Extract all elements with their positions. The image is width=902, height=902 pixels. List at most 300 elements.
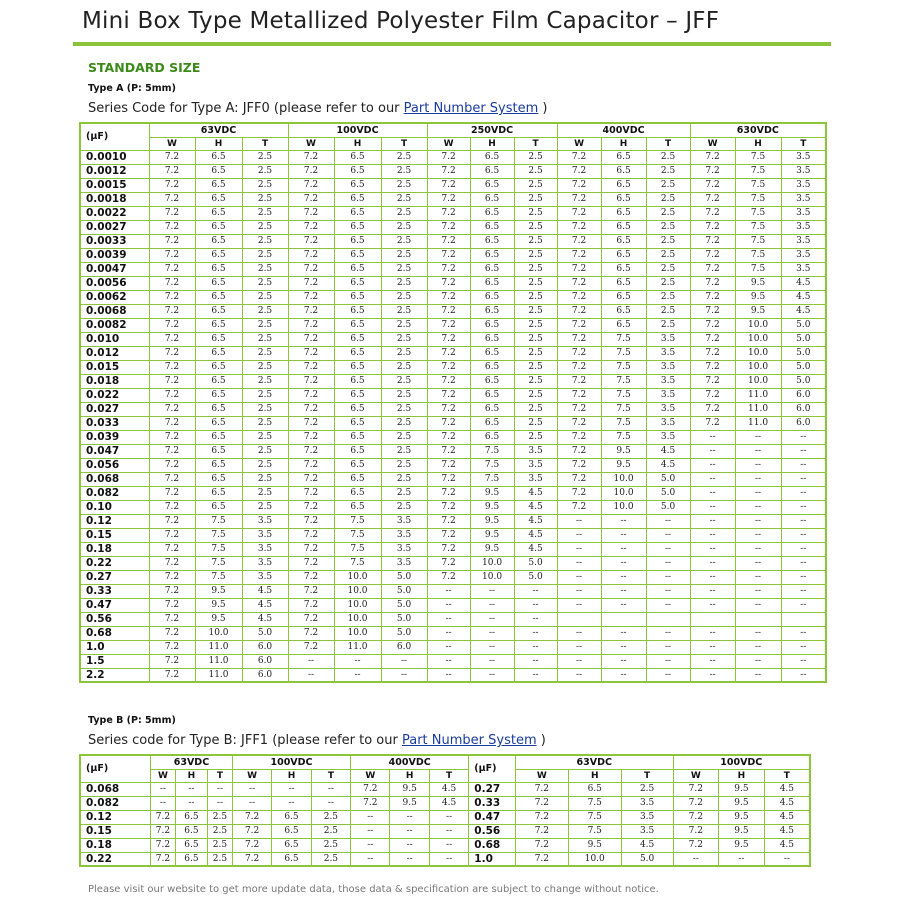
capacitance-cell: 0.0047 — [80, 262, 149, 276]
dimension-cell: 6.5 — [175, 824, 207, 838]
table-row — [80, 542, 826, 556]
dimension-cell: -- — [781, 458, 826, 472]
dimension-cell: 7.2 — [151, 838, 176, 852]
dimension-cell: 5.0 — [381, 626, 427, 640]
dimension-cell: 6.5 — [470, 164, 514, 178]
dimension-cell: 2.5 — [242, 486, 288, 500]
dimension-cell: 7.2 — [557, 360, 601, 374]
dimension-cell: 11.0 — [735, 416, 781, 430]
dimension-cell: 6.5 — [195, 332, 242, 346]
dimension-cell: 2.5 — [242, 332, 288, 346]
dimension-cell: 6.5 — [470, 374, 514, 388]
dimension-cell: 5.0 — [381, 570, 427, 584]
type-b-part-number-link[interactable]: Part Number System — [401, 733, 537, 748]
dimension-cell: 6.5 — [175, 810, 207, 824]
voltage-header: 100VDC — [288, 123, 427, 137]
dimension-cell: 6.5 — [334, 318, 381, 332]
dimension-cell: 7.2 — [288, 150, 334, 164]
dimension-cell: -- — [781, 640, 826, 654]
dimension-cell: 7.2 — [690, 248, 735, 262]
dimension-cell: 7.2 — [288, 598, 334, 612]
capacitance-header: (μF) — [80, 755, 151, 782]
dimension-cell: 7.2 — [149, 556, 195, 570]
dimension-cell: 7.2 — [557, 472, 601, 486]
dimension-cell: 9.5 — [719, 796, 765, 810]
dimension-cell: 7.2 — [149, 360, 195, 374]
dimension-cell: 6.5 — [470, 234, 514, 248]
dimension-cell: 11.0 — [334, 640, 381, 654]
dimension-cell: -- — [735, 626, 781, 640]
dimension-cell: 7.2 — [690, 150, 735, 164]
dimension-cell: 2.5 — [381, 500, 427, 514]
capacitance-cell: 0.12 — [80, 810, 151, 824]
dimension-cell: 6.5 — [334, 472, 381, 486]
dimension-cell: 2.5 — [242, 178, 288, 192]
dimension-cell: -- — [781, 668, 826, 682]
dimension-header: H — [568, 769, 621, 782]
dimension-cell: 7.2 — [151, 852, 176, 866]
dimension-cell: 9.5 — [568, 838, 621, 852]
dimension-cell: 7.2 — [427, 556, 470, 570]
dimension-cell: -- — [735, 430, 781, 444]
type-a-series-suffix: ) — [538, 101, 548, 116]
dimension-cell: 7.5 — [601, 416, 646, 430]
dimension-cell: 2.5 — [514, 164, 557, 178]
dimension-cell: 2.5 — [646, 262, 690, 276]
dimension-cell: 7.2 — [673, 796, 719, 810]
capacitance-cell: 0.33 — [80, 584, 149, 598]
dimension-cell: 3.5 — [381, 542, 427, 556]
dimension-cell: -- — [646, 542, 690, 556]
dimension-cell: 10.0 — [334, 612, 381, 626]
dimension-cell: 7.2 — [557, 486, 601, 500]
dimension-cell: -- — [390, 852, 429, 866]
dimension-cell: 7.5 — [568, 810, 621, 824]
dimension-cell: 2.5 — [381, 318, 427, 332]
dimension-cell: 7.2 — [288, 556, 334, 570]
dimension-cell: 7.2 — [690, 332, 735, 346]
dimension-cell: 6.5 — [334, 402, 381, 416]
dimension-cell: 3.5 — [514, 472, 557, 486]
dimension-cell: -- — [429, 810, 468, 824]
dimension-cell: 2.5 — [381, 164, 427, 178]
capacitance-cell: 0.15 — [80, 824, 151, 838]
dimension-cell: 6.5 — [195, 346, 242, 360]
dimension-cell: 2.5 — [514, 304, 557, 318]
dimension-cell: -- — [735, 584, 781, 598]
dimension-cell: 2.5 — [646, 304, 690, 318]
capacitance-cell: 0.10 — [80, 500, 149, 514]
dimension-cell: -- — [646, 584, 690, 598]
dimension-cell: 6.5 — [470, 178, 514, 192]
dimension-cell: 2.5 — [242, 164, 288, 178]
dimension-cell: -- — [601, 528, 646, 542]
dimension-cell: 7.2 — [515, 852, 568, 866]
dimension-cell: -- — [735, 528, 781, 542]
dimension-cell: -- — [781, 584, 826, 598]
dimension-cell: -- — [781, 598, 826, 612]
table-row — [80, 556, 826, 570]
dimension-cell: 7.2 — [557, 262, 601, 276]
dimension-cell: 7.2 — [427, 192, 470, 206]
dimension-cell: 7.2 — [149, 346, 195, 360]
dimension-cell: 6.5 — [470, 290, 514, 304]
dimension-cell: 7.2 — [149, 220, 195, 234]
dimension-cell: 7.2 — [427, 514, 470, 528]
dimension-cell: 2.5 — [646, 178, 690, 192]
dimension-cell: -- — [690, 444, 735, 458]
capacitance-cell: 0.018 — [80, 374, 149, 388]
dimension-cell: 2.5 — [381, 304, 427, 318]
dimension-cell: 2.5 — [242, 416, 288, 430]
dimension-cell: 7.2 — [288, 514, 334, 528]
dimension-cell: 2.5 — [208, 852, 233, 866]
dimension-cell: 7.2 — [427, 388, 470, 402]
dimension-cell: -- — [690, 542, 735, 556]
dimension-cell: -- — [735, 542, 781, 556]
dimension-cell: 7.2 — [427, 570, 470, 584]
dimension-cell: 5.0 — [646, 500, 690, 514]
page-title: Mini Box Type Metallized Polyester Film Capacitor – JFF — [82, 8, 720, 34]
dimension-cell: 7.2 — [149, 612, 195, 626]
dimension-cell: -- — [781, 514, 826, 528]
dimension-cell: 7.2 — [427, 542, 470, 556]
dimension-cell: -- — [735, 500, 781, 514]
dimension-cell: 7.2 — [149, 514, 195, 528]
dimension-cell: 7.5 — [334, 556, 381, 570]
dimension-cell: 6.5 — [334, 262, 381, 276]
dimension-cell — [690, 612, 735, 626]
dimension-cell: 7.2 — [288, 472, 334, 486]
dimension-cell — [781, 612, 826, 626]
table-row — [80, 360, 826, 374]
type-a-part-number-link[interactable]: Part Number System — [403, 101, 539, 116]
dimension-cell: 2.5 — [381, 430, 427, 444]
table-row — [80, 304, 826, 318]
dimension-cell: 2.5 — [242, 192, 288, 206]
capacitance-cell: 0.27 — [80, 570, 149, 584]
dimension-cell: 6.5 — [470, 318, 514, 332]
dimension-cell: 7.2 — [288, 192, 334, 206]
dimension-cell: 7.2 — [427, 500, 470, 514]
capacitance-cell: 0.0033 — [80, 234, 149, 248]
dimension-cell: 6.5 — [470, 220, 514, 234]
dimension-cell: 3.5 — [381, 556, 427, 570]
capacitance-cell: 0.0010 — [80, 150, 149, 164]
dimension-cell: -- — [735, 640, 781, 654]
dimension-cell: 6.0 — [242, 654, 288, 668]
dimension-cell: 6.5 — [334, 388, 381, 402]
dimension-cell: -- — [557, 542, 601, 556]
dimension-cell: 5.0 — [781, 360, 826, 374]
dimension-cell: 7.2 — [690, 276, 735, 290]
dimension-cell: 7.2 — [427, 248, 470, 262]
dimension-cell: 7.2 — [149, 402, 195, 416]
dimension-cell: 2.5 — [311, 824, 350, 838]
capacitance-cell: 0.068 — [80, 472, 149, 486]
dimension-cell: 3.5 — [646, 346, 690, 360]
dimension-cell: 9.5 — [601, 458, 646, 472]
dimension-cell: -- — [427, 654, 470, 668]
dimension-cell: -- — [601, 640, 646, 654]
dimension-cell: 7.2 — [149, 570, 195, 584]
dimension-cell: -- — [690, 500, 735, 514]
capacitance-cell: 0.0018 — [80, 192, 149, 206]
dimension-cell: 2.5 — [646, 290, 690, 304]
dimension-cell: 6.5 — [195, 276, 242, 290]
dimension-cell: 2.5 — [242, 374, 288, 388]
dimension-cell: 7.2 — [673, 824, 719, 838]
capacitance-cell: 0.27 — [469, 782, 516, 796]
dimension-cell: 2.5 — [242, 220, 288, 234]
dimension-cell: 7.2 — [288, 332, 334, 346]
dimension-cell: 6.5 — [470, 262, 514, 276]
voltage-header: 630VDC — [690, 123, 826, 137]
table-row — [80, 318, 826, 332]
dimension-cell: -- — [514, 584, 557, 598]
dimension-cell: 6.5 — [470, 388, 514, 402]
dimension-cell: 7.5 — [601, 360, 646, 374]
dimension-cell: 6.0 — [781, 402, 826, 416]
dimension-cell: 6.5 — [601, 150, 646, 164]
dimension-cell: -- — [334, 668, 381, 682]
capacitance-header: (μF) — [80, 123, 149, 150]
dimension-cell: 6.5 — [272, 838, 311, 852]
dimension-cell: -- — [735, 556, 781, 570]
dimension-cell: 6.5 — [175, 852, 207, 866]
dimension-cell: 7.5 — [470, 472, 514, 486]
table-row — [80, 654, 826, 668]
dimension-cell: -- — [601, 668, 646, 682]
dimension-header: T — [242, 137, 288, 150]
dimension-cell: 2.5 — [646, 234, 690, 248]
dimension-cell: -- — [673, 852, 719, 866]
dimension-cell: 7.2 — [149, 654, 195, 668]
dimension-cell: -- — [735, 570, 781, 584]
dimension-cell: 3.5 — [781, 150, 826, 164]
table-row — [80, 444, 826, 458]
dimension-cell: 10.0 — [470, 556, 514, 570]
dimension-cell: -- — [351, 838, 390, 852]
capacitance-cell: 0.0015 — [80, 178, 149, 192]
dimension-cell: -- — [690, 654, 735, 668]
dimension-cell: 3.5 — [514, 458, 557, 472]
dimension-cell: -- — [601, 514, 646, 528]
dimension-cell: 7.2 — [288, 318, 334, 332]
dimension-cell: 7.2 — [427, 178, 470, 192]
dimension-cell: 2.5 — [242, 346, 288, 360]
dimension-cell: -- — [690, 528, 735, 542]
dimension-cell: -- — [151, 782, 176, 796]
dimension-cell: 7.2 — [690, 178, 735, 192]
dimension-cell: 7.2 — [149, 584, 195, 598]
dimension-cell: -- — [470, 640, 514, 654]
dimension-cell: 6.5 — [195, 430, 242, 444]
dimension-cell: 10.0 — [735, 374, 781, 388]
capacitance-cell: 0.0027 — [80, 220, 149, 234]
capacitance-cell: 0.0068 — [80, 304, 149, 318]
dimension-cell: 2.5 — [242, 234, 288, 248]
dimension-cell: -- — [470, 584, 514, 598]
dimension-cell: 2.5 — [646, 276, 690, 290]
dimension-cell: -- — [735, 444, 781, 458]
dimension-header: H — [735, 137, 781, 150]
dimension-cell: 4.5 — [242, 598, 288, 612]
dimension-cell: 3.5 — [781, 164, 826, 178]
dimension-cell: 2.5 — [514, 402, 557, 416]
dimension-cell: 9.5 — [719, 782, 765, 796]
dimension-cell: 7.2 — [149, 332, 195, 346]
dimension-cell: 6.0 — [781, 416, 826, 430]
dimension-cell: 2.5 — [514, 416, 557, 430]
dimension-cell: 7.2 — [149, 458, 195, 472]
dimension-cell: 6.5 — [601, 220, 646, 234]
dimension-cell: 7.2 — [557, 248, 601, 262]
dimension-cell: 7.2 — [427, 332, 470, 346]
dimension-cell: 3.5 — [646, 430, 690, 444]
dimension-cell: 9.5 — [195, 584, 242, 598]
dimension-cell: -- — [690, 514, 735, 528]
dimension-cell: 4.5 — [429, 782, 468, 796]
dimension-cell: -- — [557, 598, 601, 612]
dimension-cell: 6.5 — [195, 458, 242, 472]
dimension-cell: 6.5 — [272, 852, 311, 866]
dimension-cell: 2.5 — [242, 402, 288, 416]
dimension-cell: -- — [175, 782, 207, 796]
dimension-cell: 7.2 — [557, 206, 601, 220]
dimension-cell: 2.5 — [514, 374, 557, 388]
dimension-cell: 4.5 — [514, 528, 557, 542]
dimension-cell: 2.5 — [514, 332, 557, 346]
dimension-cell: 7.2 — [149, 192, 195, 206]
dimension-cell: 7.2 — [427, 290, 470, 304]
dimension-cell: 4.5 — [514, 486, 557, 500]
dimension-cell: -- — [381, 654, 427, 668]
dimension-cell: 3.5 — [646, 374, 690, 388]
dimension-cell: -- — [470, 598, 514, 612]
dimension-cell: 7.2 — [557, 318, 601, 332]
dimension-cell: -- — [557, 584, 601, 598]
dimension-cell: -- — [735, 654, 781, 668]
dimension-cell — [557, 612, 601, 626]
dimension-cell: 6.5 — [195, 206, 242, 220]
dimension-cell: 6.5 — [334, 416, 381, 430]
dimension-cell: 7.5 — [470, 444, 514, 458]
dimension-header: T — [621, 769, 673, 782]
dimension-cell: 7.2 — [288, 570, 334, 584]
dimension-cell: -- — [470, 668, 514, 682]
dimension-cell: 7.2 — [557, 444, 601, 458]
dimension-cell: 7.2 — [149, 668, 195, 682]
dimension-cell: 6.0 — [242, 640, 288, 654]
dimension-cell: 2.5 — [514, 360, 557, 374]
dimension-cell: 7.2 — [288, 528, 334, 542]
dimension-cell: 9.5 — [195, 598, 242, 612]
dimension-cell: 7.2 — [149, 178, 195, 192]
dimension-cell: 9.5 — [601, 444, 646, 458]
dimension-cell: 7.2 — [232, 852, 271, 866]
dimension-cell: 2.5 — [646, 318, 690, 332]
dimension-cell: 7.2 — [427, 276, 470, 290]
dimension-cell: 6.5 — [334, 346, 381, 360]
dimension-cell: 7.5 — [195, 556, 242, 570]
dimension-cell: -- — [272, 796, 311, 810]
table-row — [80, 388, 826, 402]
dimension-cell: 6.5 — [334, 206, 381, 220]
dimension-cell: 7.5 — [568, 824, 621, 838]
dimension-cell: 6.5 — [195, 262, 242, 276]
dimension-cell: -- — [232, 782, 271, 796]
dimension-cell: 6.5 — [195, 248, 242, 262]
dimension-cell: 2.5 — [242, 262, 288, 276]
dimension-cell: -- — [781, 500, 826, 514]
dimension-cell: -- — [557, 556, 601, 570]
dimension-cell: 6.5 — [334, 458, 381, 472]
dimension-cell: 10.0 — [334, 598, 381, 612]
dimension-header: H — [272, 769, 311, 782]
capacitance-cell: 0.0062 — [80, 290, 149, 304]
dimension-cell: 7.2 — [557, 304, 601, 318]
dimension-cell: 7.2 — [690, 206, 735, 220]
dimension-cell: -- — [390, 824, 429, 838]
dimension-header: W — [427, 137, 470, 150]
dimension-cell: 7.2 — [288, 234, 334, 248]
dimension-cell: 6.5 — [601, 234, 646, 248]
type-b-label: Type B (P: 5mm) — [88, 715, 176, 726]
dimension-cell: 6.5 — [334, 430, 381, 444]
dimension-cell: -- — [151, 796, 176, 810]
dimension-cell: 6.5 — [601, 164, 646, 178]
dimension-cell: -- — [351, 852, 390, 866]
capacitance-cell: 0.0056 — [80, 276, 149, 290]
dimension-cell: 10.0 — [735, 360, 781, 374]
dimension-cell: 7.2 — [288, 444, 334, 458]
capacitance-cell: 1.0 — [469, 852, 516, 866]
dimension-cell: 2.5 — [381, 192, 427, 206]
dimension-cell: 7.2 — [690, 192, 735, 206]
dimension-cell: -- — [427, 612, 470, 626]
dimension-cell: 7.2 — [149, 430, 195, 444]
dimension-cell: 7.2 — [427, 458, 470, 472]
dimension-cell: 2.5 — [381, 220, 427, 234]
dimension-cell: 6.0 — [381, 640, 427, 654]
dimension-cell: -- — [429, 824, 468, 838]
dimension-cell: 2.5 — [514, 178, 557, 192]
dimension-cell: 6.5 — [470, 206, 514, 220]
table-row — [80, 640, 826, 654]
dimension-cell: 7.2 — [673, 782, 719, 796]
dimension-cell: 6.5 — [334, 486, 381, 500]
dimension-cell: 6.5 — [601, 304, 646, 318]
dimension-cell: 2.5 — [311, 838, 350, 852]
dimension-header: T — [646, 137, 690, 150]
dimension-cell: -- — [470, 612, 514, 626]
capacitance-cell: 0.0039 — [80, 248, 149, 262]
dimension-cell: 10.0 — [735, 318, 781, 332]
dimension-cell: 6.5 — [195, 164, 242, 178]
dimension-cell: 2.5 — [242, 290, 288, 304]
dimension-header: W — [515, 769, 568, 782]
dimension-cell: 10.0 — [601, 486, 646, 500]
dimension-cell: 7.2 — [427, 346, 470, 360]
dimension-cell: -- — [514, 640, 557, 654]
dimension-cell: -- — [514, 654, 557, 668]
dimension-cell: 7.5 — [735, 262, 781, 276]
dimension-cell: 3.5 — [242, 556, 288, 570]
dimension-cell: 7.5 — [601, 402, 646, 416]
dimension-cell: 2.5 — [381, 332, 427, 346]
dimension-cell: 6.5 — [334, 248, 381, 262]
